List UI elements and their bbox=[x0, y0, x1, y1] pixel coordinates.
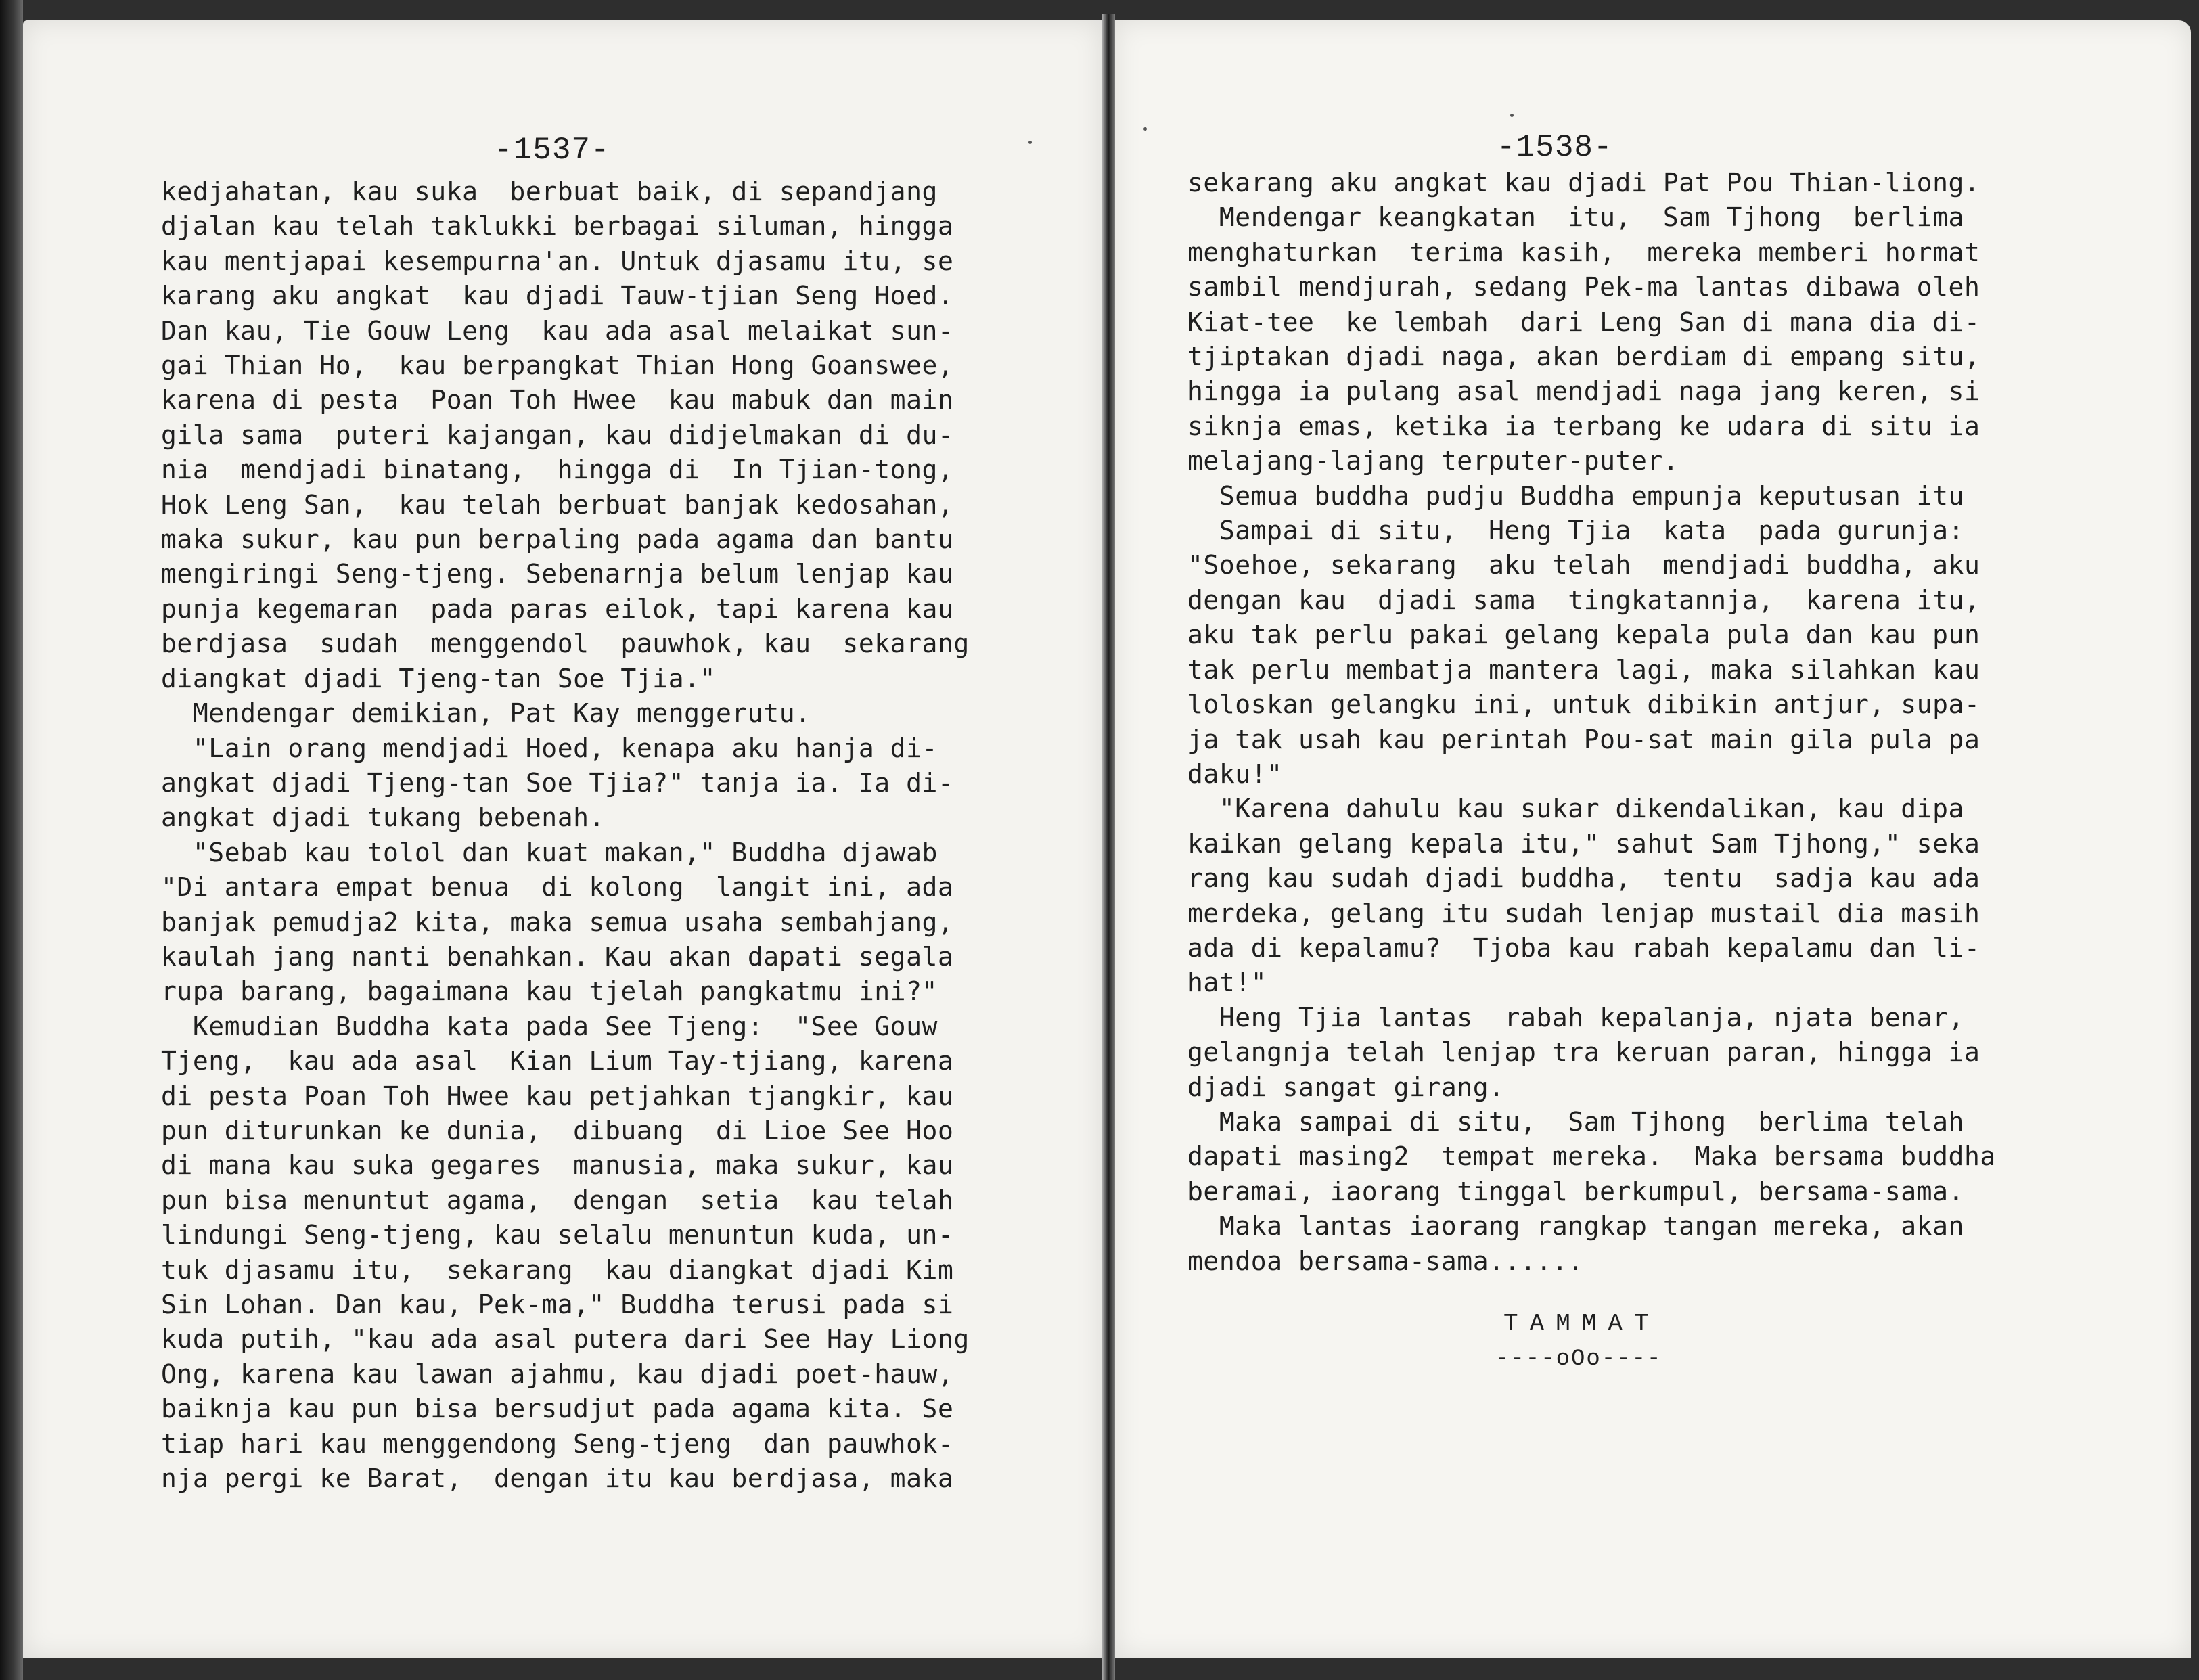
text-line: nia mendjadi binatang, hingga di In Tjian-tong, bbox=[161, 455, 954, 485]
text-line: "Karena dahulu kau sukar dikendalikan, kau dipa bbox=[1187, 794, 1964, 824]
text-line: Mendengar keangkatan itu, Sam Tjhong berlima bbox=[1187, 202, 1964, 233]
text-line: kuda putih, "kau ada asal putera dari See Hay Liong bbox=[161, 1324, 970, 1355]
text-line: Kemudian Buddha kata pada See Tjeng: "See Gouw bbox=[161, 1011, 938, 1041]
left-page-number: -1537- bbox=[494, 133, 610, 168]
text-line: gelangnja telah lenjap tra keruan paran, hingga ia bbox=[1187, 1037, 1980, 1068]
text-line: "Di antara empat benua di kolong langit ini, ada bbox=[161, 872, 954, 903]
scan-edge bbox=[0, 0, 23, 1680]
text-line: Tjeng, kau ada asal Kian Lium Tay-tjiang, karena bbox=[161, 1046, 954, 1076]
text-line: pun diturunkan ke dunia, dibuang di Lioe See Hoo bbox=[161, 1115, 954, 1145]
closing-word: TAMMAT bbox=[1503, 1310, 1660, 1338]
text-line: menghaturkan terima kasih, mereka memberi hormat bbox=[1187, 237, 1980, 267]
text-line: kaikan gelang kepala itu," sahut Sam Tjhong," seka bbox=[1187, 828, 1980, 859]
text-line: aku tak perlu pakai gelang kepala pula dan kau pun bbox=[1187, 620, 1980, 650]
text-line: maka sukur, kau pun berpaling pada agama dan bantu bbox=[161, 524, 954, 555]
text-line: merdeka, gelang itu sudah lenjap mustail dia masih bbox=[1187, 898, 1980, 928]
text-line: di mana kau suka gegares manusia, maka sukur, kau bbox=[161, 1150, 954, 1181]
text-line: pun bisa menuntut agama, dengan setia kau telah bbox=[161, 1185, 954, 1215]
text-line: Kiat-tee ke lembah dari Leng San di mana dia di- bbox=[1187, 307, 1980, 337]
text-line: Heng Tjia lantas rabah kepalanja, njata benar, bbox=[1187, 1002, 1964, 1032]
text-line: hat!" bbox=[1187, 968, 1267, 998]
text-line: Hok Leng San, kau telah berbuat banjak kedosahan, bbox=[161, 489, 954, 520]
text-line: tak perlu membatja mantera lagi, maka silahkan kau bbox=[1187, 654, 1980, 685]
text-line: tiap hari kau menggendong Seng-tjeng dan pauwhok- bbox=[161, 1428, 954, 1459]
text-line: dengan kau djadi sama tingkatannja, karena itu, bbox=[1187, 585, 1980, 615]
paper-speck bbox=[1143, 127, 1147, 131]
text-line: Sampai di situ, Heng Tjia kata pada gurunja: bbox=[1187, 516, 1964, 546]
text-line: tjiptakan djadi naga, akan berdiam di empang situ, bbox=[1187, 342, 1980, 372]
left-page-body bbox=[161, 175, 970, 1496]
text-line: baiknja kau pun bisa bersudjut pada agama kita. Se bbox=[161, 1394, 954, 1424]
text-line: Semua buddha pudju Buddha empunja keputusan itu bbox=[1187, 480, 1964, 511]
text-line: angkat djadi tukang bebenah. bbox=[161, 802, 605, 833]
text-line: rupa barang, bagaimana kau tjelah pangkatmu ini?" bbox=[161, 976, 938, 1007]
text-line: nja pergi ke Barat, dengan itu kau berdjasa, maka bbox=[161, 1463, 954, 1494]
text-line: "Sebab kau tolol dan kuat makan," Buddha djawab bbox=[161, 837, 938, 867]
text-line: angkat djadi Tjeng-tan Soe Tjia?" tanja ia. Ia di- bbox=[161, 767, 954, 798]
text-line: di pesta Poan Toh Hwee kau petjahkan tjangkir, kau bbox=[161, 1081, 954, 1111]
text-line: beramai, iaorang tinggal berkumpul, bersama-sama. bbox=[1187, 1176, 1964, 1206]
text-line: banjak pemudja2 kita, maka semua usaha sembahjang, bbox=[161, 907, 954, 937]
text-line: punja kegemaran pada paras eilok, tapi karena kau bbox=[161, 593, 954, 624]
text-line: siknja emas, ketika ia terbang ke udara di situ ia bbox=[1187, 411, 1980, 441]
paper-speck bbox=[1028, 141, 1032, 144]
right-page-number: -1538- bbox=[1497, 130, 1613, 165]
text-line: mendoa bersama-sama...... bbox=[1187, 1246, 1584, 1276]
text-line: "Soehoe, sekarang aku telah mendjadi buddha, aku bbox=[1187, 550, 1980, 581]
text-line: djadi sangat girang. bbox=[1187, 1072, 1505, 1102]
text-line: sambil mendjurah, sedang Pek-ma lantas dibawa oleh bbox=[1187, 272, 1980, 302]
text-line: lindungi Seng-tjeng, kau selalu menuntun kuda, un- bbox=[161, 1220, 954, 1250]
text-line: Maka lantas iaorang rangkap tangan mereka, akan bbox=[1187, 1211, 1964, 1242]
text-line: gai Thian Ho, kau berpangkat Thian Hong Goanswee, bbox=[161, 350, 954, 381]
text-line: dapati masing2 tempat mereka. Maka bersama buddha bbox=[1187, 1141, 1996, 1172]
text-line: kaulah jang nanti benahkan. Kau akan dapati segala bbox=[161, 941, 954, 972]
text-line: Dan kau, Tie Gouw Leng kau ada asal melaikat sun- bbox=[161, 315, 954, 346]
text-line: daku!" bbox=[1187, 758, 1283, 789]
text-line: karena di pesta Poan Toh Hwee kau mabuk dan main bbox=[161, 385, 954, 415]
end-ornament: ----oOo---- bbox=[1495, 1346, 1662, 1372]
right-page-body bbox=[1187, 166, 1996, 1279]
text-line: kau mentjapai kesempurna'an. Untuk djasamu itu, se bbox=[161, 246, 954, 276]
paper-speck bbox=[1510, 114, 1514, 117]
text-line: Maka sampai di situ, Sam Tjhong berlima telah bbox=[1187, 1106, 1964, 1137]
text-line: gila sama puteri kajangan, kau didjelmakan di du- bbox=[161, 419, 954, 450]
text-line: ada di kepalamu? Tjoba kau rabah kepalamu dan li- bbox=[1187, 932, 1980, 963]
text-line: Mendengar demikian, Pat Kay menggerutu. bbox=[161, 698, 811, 729]
text-line: hingga ia pulang asal mendjadi naga jang keren, si bbox=[1187, 376, 1980, 407]
text-line: tuk djasamu itu, sekarang kau diangkat djadi Kim bbox=[161, 1254, 954, 1285]
text-line: berdjasa sudah menggendol pauwhok, kau sekarang bbox=[161, 629, 970, 659]
text-line: ja tak usah kau perintah Pou-sat main gila pula pa bbox=[1187, 724, 1980, 754]
text-line: diangkat djadi Tjeng-tan Soe Tjia." bbox=[161, 663, 716, 694]
text-line: djalan kau telah taklukki berbagai siluman, hingga bbox=[161, 211, 954, 242]
text-line: "Lain orang mendjadi Hoed, kenapa aku hanja di- bbox=[161, 733, 938, 763]
text-line: kedjahatan, kau suka berbuat baik, di sepandjang bbox=[161, 177, 938, 206]
text-line: loloskan gelangku ini, untuk dibikin antjur, supa- bbox=[1187, 689, 1980, 720]
text-line: sekarang aku angkat kau djadi Pat Pou Thian-liong. bbox=[1187, 168, 1980, 198]
book-gutter bbox=[1102, 14, 1115, 1680]
text-line: Sin Lohan. Dan kau, Pek-ma," Buddha terusi pada si bbox=[161, 1290, 954, 1319]
text-line: karang aku angkat kau djadi Tauw-tjian Seng Hoed. bbox=[161, 281, 954, 311]
text-line: rang kau sudah djadi buddha, tentu sadja kau ada bbox=[1187, 863, 1980, 894]
text-line: mengiringi Seng-tjeng. Sebenarnja belum lenjap kau bbox=[161, 559, 954, 589]
text-line: melajang-lajang terputer-puter. bbox=[1187, 446, 1679, 476]
text-line: Ong, karena kau lawan ajahmu, kau djadi poet-hauw, bbox=[161, 1359, 954, 1389]
